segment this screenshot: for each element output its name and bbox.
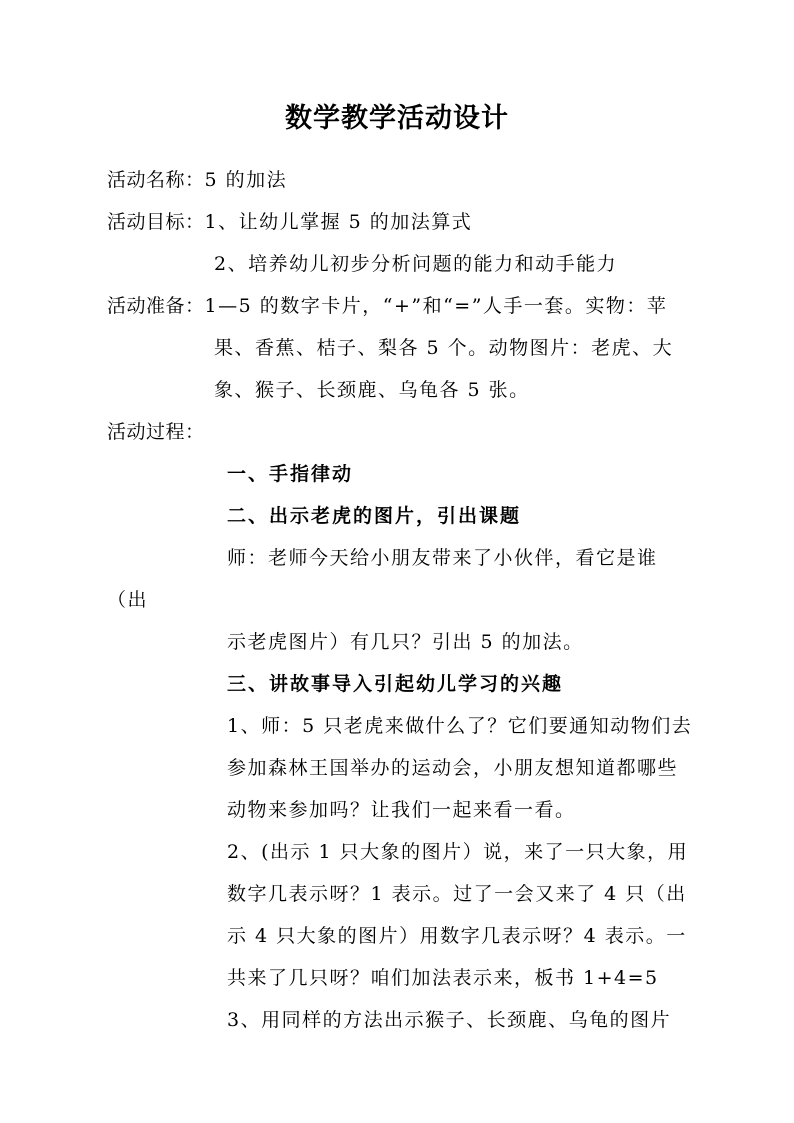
- activity-prep-row: [107, 292, 667, 320]
- paragraph-line: 2、(出示 1 只大象的图片）说，来了一只大象，用: [227, 841, 689, 863]
- activity-name-label: 活动名称：: [107, 169, 205, 191]
- paragraph-line: 1、师：5 只老虎来做什么了？它们要通知动物们去: [227, 715, 693, 737]
- paragraph-line: 数字几表示呀？1 表示。过了一会又来了 4 只（出: [227, 883, 687, 905]
- activity-goals-row: [107, 208, 472, 236]
- activity-goal-item: 1、让幼儿掌握 5 的加法算式: [204, 211, 473, 233]
- paragraph-line: 参加森林王国举办的运动会，小朋友想知道都哪些: [227, 757, 679, 779]
- paragraph-line: 动物来参加吗？让我们一起来看一看。: [227, 799, 576, 821]
- activity-name-row: [107, 166, 287, 194]
- paragraph-line: 共来了几只呀？咱们加法表示来，板书 1+4=5: [227, 967, 659, 989]
- activity-goal-item: 2、培养幼儿初步分析问题的能力和动手能力: [214, 253, 618, 275]
- activity-prep-line: 1—5 的数字卡片，“+”和“=”人手一套。实物：苹: [204, 295, 668, 317]
- activity-name-value: 5 的加法: [204, 169, 288, 191]
- paragraph-line: 师：老师今天给小朋友带来了小伙伴，看它是谁: [227, 547, 658, 569]
- activity-prep-label: 活动准备：: [107, 295, 205, 317]
- section-heading-2: 二、出示老虎的图片，引出课题: [227, 505, 522, 527]
- paragraph-line: （出: [107, 589, 149, 611]
- activity-prep-line: 象、猴子、长颈鹿、乌龟各 5 张。: [214, 379, 530, 401]
- section-heading-3: 三、讲故事导入引起幼儿学习的兴趣: [227, 673, 564, 695]
- paragraph-line: 3、用同样的方法出示猴子、长颈鹿、乌龟的图片: [227, 1009, 672, 1031]
- activity-goals-label: 活动目标：: [107, 211, 205, 233]
- paragraph-line: 示老虎图片）有几只？引出 5 的加法。: [227, 631, 584, 653]
- activity-process-label: 活动过程：: [107, 421, 205, 443]
- page-title: 数学教学活动设计: [285, 103, 509, 134]
- paragraph-line: 示 4 只大象的图片）用数字几表示呀？4 表示。一: [227, 925, 687, 947]
- activity-prep-line: 果、香蕉、桔子、梨各 5 个。动物图片：老虎、大: [214, 337, 674, 359]
- section-heading-1: 一、手指律动: [227, 463, 354, 485]
